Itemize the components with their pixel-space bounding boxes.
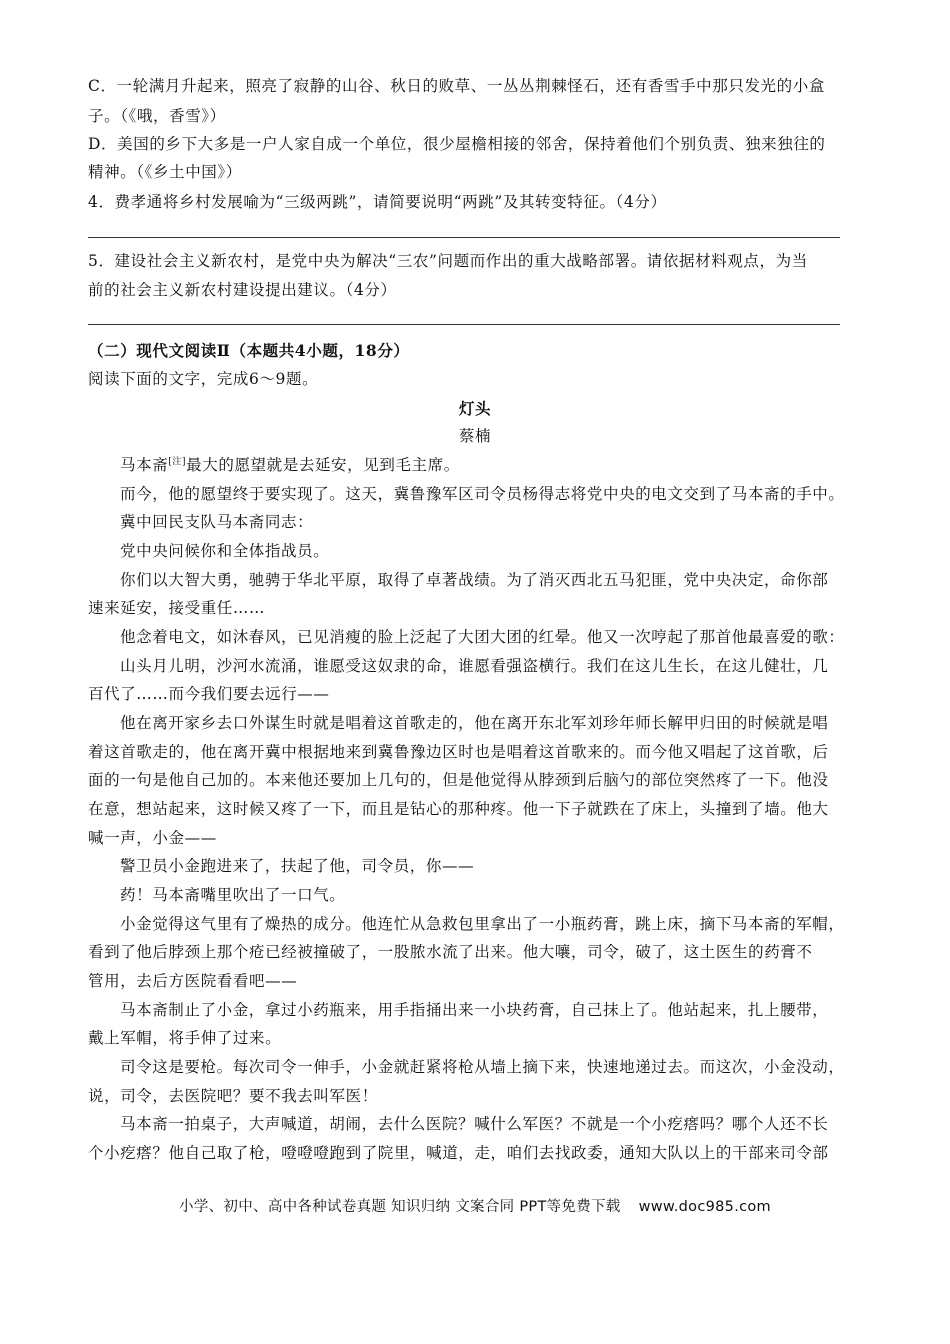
page-footer [0, 1195, 950, 1216]
paragraph-13-line2: 说，司令，去医院吧？要不我去叫军医！ [88, 1087, 378, 1105]
answer-line-q5 [88, 324, 840, 325]
paragraph-1-text-rest: 最大的愿望就是去延安，见到毛主席。 [186, 456, 460, 474]
paragraph-8-line3: 面的一句是他自己加的。本来他还要加上几句的，但是他觉得从脖颈到后脑勺的部位突然疼了一下。他没 [88, 771, 829, 789]
paragraph-3: 冀中回民支队马本斋同志： [120, 513, 314, 531]
footnote-marker: [注] [168, 457, 187, 467]
footer-text: 小学、初中、高中各种试卷真题 知识归纳 文案合同 PPT等免费下载 [179, 1199, 621, 1215]
question-5-line2: 前的社会主义新农村建设提出建议。（4分） [88, 281, 397, 299]
paragraph-7-line1: 山头月儿明，沙河水流涌，谁愿受这奴隶的命，谁愿看强盗横行。我们在这儿生长，在这儿健壮，几 [120, 657, 829, 675]
paragraph-14-line2: 个小疙瘩？他自己取了枪，噔噔噔跑到了院里，喊道，走，咱们去找政委，通知大队以上的干部来司令部 [88, 1144, 829, 1162]
paragraph-8-line1: 他在离开家乡去口外谋生时就是唱着这首歌走的，他在离开东北军刘珍年师长解甲归田的时候就是唱 [120, 714, 829, 732]
paragraph-11-line1: 小金觉得这气里有了燥热的成分。他连忙从急救包里拿出了一小瓶药膏，跳上床，摘下马本斋的军帽， [120, 915, 845, 933]
paragraph-7-line2: 百代了……而今我们要去远行—— [88, 685, 330, 703]
answer-line-q4 [88, 237, 840, 238]
section-heading: （二）现代文阅读Ⅱ（本题共4小题，18分） [88, 341, 410, 360]
paragraph-4: 党中央问候你和全体指战员。 [120, 542, 330, 560]
paragraph-12-line2: 戴上军帽，将手伸了过来。 [88, 1029, 282, 1047]
paragraph-14-line1: 马本斋一拍桌子，大声喊道，胡闹，去什么医院？喊什么军医？不就是一个小疙瘩吗？哪个人还不长 [120, 1115, 829, 1133]
paragraph-8-line2: 着这首歌走的，他在离开冀中根据地来到冀鲁豫边区时也是唱着这首歌来的。而今他又唱起了这首歌，后 [88, 743, 829, 761]
footer-site-link[interactable]: www.doc985.com [638, 1199, 771, 1215]
paragraph-9: 警卫员小金跑进来了，扶起了他，司令员，你—— [120, 857, 475, 875]
paragraph-5-line2: 速来延安，接受重任…… [88, 599, 266, 617]
paragraph-11-line3: 管用，去后方医院看看吧—— [88, 972, 298, 990]
paragraph-8-line4: 在意，想站起来，这时候又疼了一下，而且是钻心的那种疼。他一下子就跌在了床上，头撞到了墙。他大 [88, 800, 829, 818]
q3-option-d-line1: D．美国的乡下大多是一户人家自成一个单位，很少屋檐相接的邻舍，保持着他们个别负责、独来独往的 [88, 135, 826, 153]
q3-option-c-line1: C．一轮满月升起来，照亮了寂静的山谷、秋日的败草、一丛丛荆棘怪石，还有香雪手中那只发光的小盒 [88, 77, 825, 95]
paragraph-5-line1: 你们以大智大勇，驰骋于华北平原，取得了卓著战绩。为了消灭西北五马犯匪，党中央决定，命你部 [120, 571, 829, 589]
q3-option-c-line2: 子。（《哦，香雪》） [88, 107, 226, 125]
paragraph-10: 药！马本斋嘴里吹出了一口气。 [120, 886, 346, 904]
article-title: 灯头 [458, 399, 492, 418]
paragraph-8-line5: 喊一声，小金—— [88, 829, 217, 847]
paragraph-6: 他念着电文，如沐春风，已见消瘦的脸上泛起了大团大团的红晕。他又一次哼起了那首他最喜爱的歌： [120, 628, 845, 646]
paragraph-12-line1: 马本斋制止了小金，拿过小药瓶来，用手指捅出来一小块药膏，自己抹上了。他站起来，扎上腰带， [120, 1001, 829, 1019]
paragraph-13-line1: 司令这是要枪。每次司令一伸手，小金就赶紧将枪从墙上摘下来，快速地递过去。而这次，小金没动， [120, 1058, 845, 1076]
paragraph-1 [120, 455, 460, 475]
article-author: 蔡楠 [458, 427, 492, 445]
paragraph-2: 而今，他的愿望终于要实现了。这天，冀鲁豫军区司令员杨得志将党中央的电文交到了马本斋的手中。 [120, 485, 845, 503]
q3-option-d-line2: 精神。（《乡土中国》） [88, 163, 242, 181]
paragraph-11-line2: 看到了他后脖颈上那个疮已经被撞破了，一股脓水流了出来。他大嚷，司令，破了，这土医生的药膏不 [88, 943, 813, 961]
section-instruction: 阅读下面的文字，完成6～9题。 [88, 370, 319, 388]
paragraph-1-text: 马本斋 [120, 456, 169, 474]
question-4: 4．费孝通将乡村发展喻为“三级两跳”，请简要说明“两跳”及其转变特征。（4分） [88, 193, 667, 211]
question-5-line1: 5．建设社会主义新农村，是党中央为解决“三农”问题而作出的重大战略部署。请依据材料观点，为当 [88, 252, 808, 270]
